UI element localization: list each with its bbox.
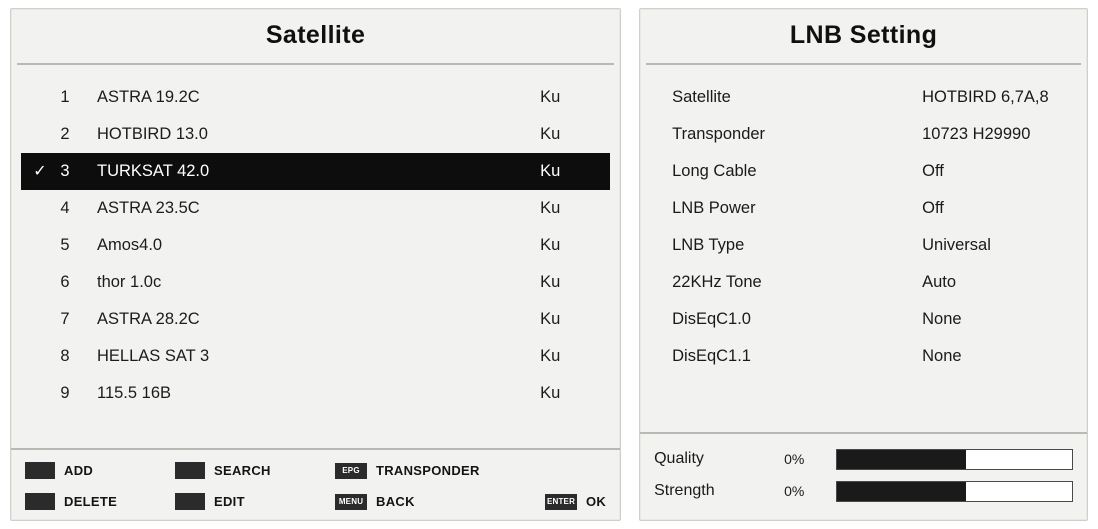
list-item-name: HELLAS SAT 3 [97,347,210,365]
list-item-number: 9 [60,384,70,402]
list-item-band: Ku [540,236,561,254]
list-item-number: 1 [60,88,70,106]
setting-label: LNB Power [672,199,756,217]
color-key-swatch-icon [25,462,55,479]
list-item-number: 3 [60,162,70,180]
legend-label: EDIT [214,494,245,509]
quality-label: Quality [654,450,704,467]
legend-label: TRANSPONDER [376,463,480,478]
list-item[interactable] [21,116,610,153]
list-item-selected[interactable] [21,153,610,190]
color-key-swatch-icon [175,493,205,510]
setting-row-long-cable[interactable] [650,153,1077,190]
setting-value: Universal [922,236,991,254]
setting-label: 22KHz Tone [672,273,762,291]
list-item-band: Ku [540,162,561,180]
setting-label: Long Cable [672,162,757,180]
setting-label: Satellite [672,88,731,106]
legend-label: SEARCH [214,463,271,478]
satellite-panel [10,8,621,521]
list-item-name: 115.5 16B [97,384,172,402]
list-item[interactable] [21,264,610,301]
list-item-number: 8 [60,347,70,365]
list-item[interactable] [21,338,610,375]
list-item-band: Ku [540,199,561,217]
setting-row-diseqc11[interactable] [650,338,1077,375]
epg-key-icon: EPG [335,463,367,479]
signal-meters [640,432,1087,520]
list-item[interactable] [21,375,610,412]
legend-ok[interactable] [545,494,606,510]
list-item-name: thor 1.0c [97,273,162,291]
setting-row-lnb-power[interactable] [650,190,1077,227]
color-key-swatch-icon [175,462,205,479]
color-key-swatch-icon [25,493,55,510]
setting-value: Off [922,199,944,217]
list-item[interactable] [21,227,610,264]
setting-value: None [922,310,962,328]
list-item-number: 2 [60,125,70,143]
satellite-panel-title: Satellite [265,21,366,49]
list-item-number: 4 [60,199,70,217]
strength-bar [836,481,1073,502]
legend-label: ADD [64,463,94,478]
lnb-panel-title: LNB Setting [789,21,938,49]
strength-meter [654,478,1073,504]
list-item-name: ASTRA 23.5C [97,199,200,217]
quality-percent: 0% [784,451,805,467]
list-item-name: TURKSAT 42.0 [97,162,210,180]
list-item-name: Amos4.0 [97,236,163,254]
list-item-number: 7 [60,310,70,328]
list-item-number: 5 [60,236,70,254]
legend-transponder[interactable] [335,463,545,479]
legend-label: DELETE [64,494,118,509]
list-item[interactable] [21,79,610,116]
setting-row-diseqc10[interactable] [650,301,1077,338]
legend-back[interactable] [335,494,545,510]
legend-edit[interactable] [175,493,335,510]
quality-bar-fill [837,450,966,469]
check-icon: ✓ [33,162,47,180]
list-item-band: Ku [540,88,561,106]
quality-meter [654,446,1073,472]
setting-row-satellite[interactable] [650,79,1077,116]
strength-percent: 0% [784,483,805,499]
setting-label: DisEqC1.1 [672,347,751,365]
setting-row-transponder[interactable] [650,116,1077,153]
setting-row-22khz-tone[interactable] [650,264,1077,301]
setting-label: DisEqC1.0 [672,310,751,328]
lnb-setting-panel [639,8,1088,521]
setting-value: Off [922,162,944,180]
legend-label: BACK [376,494,415,509]
menu-key-icon: MENU [335,494,367,510]
setting-label: LNB Type [672,236,745,254]
enter-key-icon: ENTER [545,494,577,510]
setting-label: Transponder [672,125,766,143]
list-item-band: Ku [540,347,561,365]
list-item-name: ASTRA 28.2C [97,310,200,328]
setting-value: Auto [922,273,957,291]
satellite-key-legend [11,448,620,520]
satellite-list[interactable] [11,65,620,448]
list-item-name: HOTBIRD 13.0 [97,125,208,143]
list-item-number: 6 [60,273,70,291]
setting-value: HOTBIRD 6,7A,8 [922,88,1049,106]
list-item-band: Ku [540,125,561,143]
list-item-name: ASTRA 19.2C [97,88,200,106]
quality-bar [836,449,1073,470]
setting-value: None [922,347,962,365]
list-item[interactable] [21,301,610,338]
lnb-settings-list[interactable] [640,65,1087,432]
legend-label: OK [586,494,607,509]
list-item-band: Ku [540,384,561,402]
list-item[interactable] [21,190,610,227]
legend-search[interactable] [175,462,335,479]
setting-value: 10723 H29990 [922,125,1031,143]
legend-add[interactable] [25,462,175,479]
list-item-band: Ku [540,273,561,291]
setting-row-lnb-type[interactable] [650,227,1077,264]
legend-delete[interactable] [25,493,175,510]
list-item-band: Ku [540,310,561,328]
strength-label: Strength [654,482,715,499]
strength-bar-fill [837,482,966,501]
